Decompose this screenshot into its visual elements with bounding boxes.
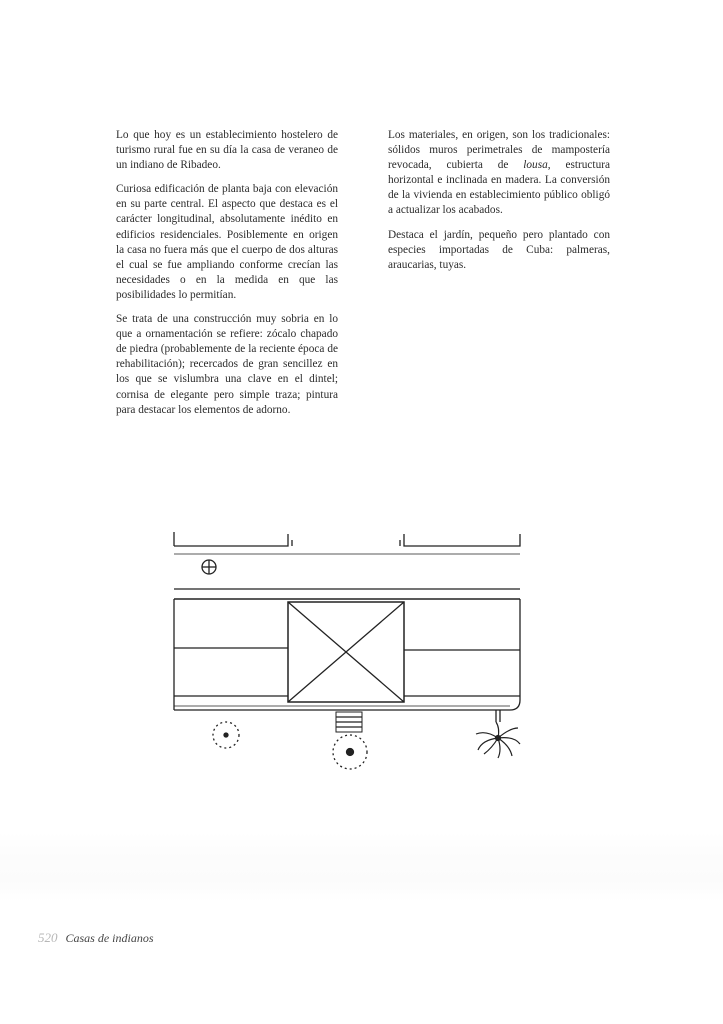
text-column-left (116, 128, 338, 427)
scan-artifact (0, 832, 723, 902)
page-number: 520 (38, 930, 58, 945)
paragraph (388, 128, 610, 219)
book-title: Casas de indianos (65, 931, 154, 945)
house-elevation-drawing (160, 520, 530, 780)
italic-term: lousa (523, 159, 548, 172)
text-run: Los materiales, en origen, son los tradicionales: sólidos muros perimetrales de mampostería revocada, cubierta de (388, 129, 610, 172)
paragraph: Destaca el jardín, pequeño pero plantado con especies importadas de Cuba: palmeras, araucarias, tuyas. (388, 228, 610, 271)
paragraph: Se trata de una construcción muy sobria en lo que a ornamentación se refiere: zócalo chapado de piedra (probablemente de la reciente época de rehabilitación); recercados de gran sencillez en los que se vislumbra una clave en el dintel; cornisa de elegante pero simple traza; pintura para destacar los elementos de adorno. (116, 313, 338, 416)
text-run: , estructura horizontal e inclinada en madera. La conversión de la vivienda en establecimiento público obligó a actualizar los acabados. (388, 159, 610, 217)
paragraph: Curiosa edificación de planta baja con elevación en su parte central. El aspecto que destaca es el carácter longitudinal, absolutamente inédito en edificios residenciales. Posiblemente en origen la casa no fuera más que el cuerpo de dos alturas el cual se fue ampliando conforme crecían las necesidades o en la medida en que las posibilidades lo permitían. (116, 183, 338, 301)
page-footer (38, 930, 154, 946)
paragraph: Lo que hoy es un establecimiento hostelero de turismo rural fue en su día la casa de veraneo de un indiano de Ribadeo. (116, 129, 338, 172)
text-column-right (388, 128, 610, 282)
